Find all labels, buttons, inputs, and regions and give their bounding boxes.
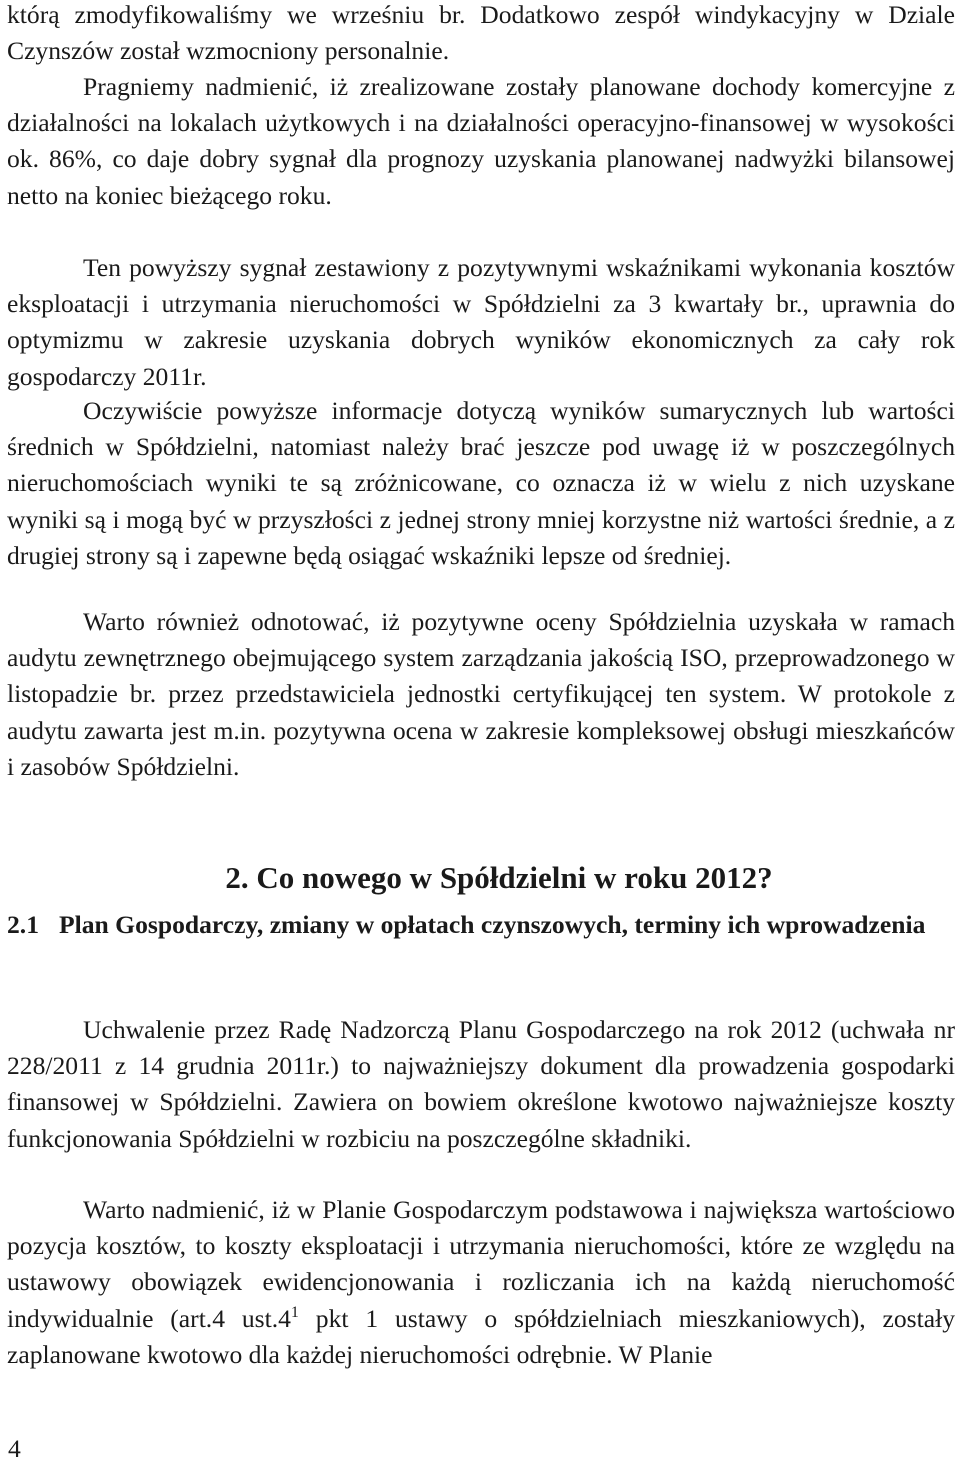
paragraph-windykacja: którą zmodyfikowaliśmy we wrześniu br. Dodatkowo zespół windykacyjny w Dziale Czynszów został wzmocniony personalnie. bbox=[7, 0, 955, 66]
subsection-number: 2.1 bbox=[7, 910, 39, 939]
subsection-heading bbox=[7, 906, 955, 944]
subsection-title: Plan Gospodarczy, zmiany w opłatach czynszowych, terminy ich wprowadzenia bbox=[59, 910, 926, 939]
paragraph-dochody-komercyjne: Pragniemy nadmienić, iż zrealizowane zostały planowane dochody komercyjne z działalności na lokalach użytkowych i na działalności operacyjno-finansowej w wysokości ok. 86%, co daje dobry sygnał dla prognozy uzyskania planowanej nadwyżki bilansowej netto na koniec bieżącego roku. bbox=[7, 72, 955, 210]
superscript-footnote-marker: 1 bbox=[290, 1303, 299, 1321]
paragraph-sygnal: Ten powyższy sygnał zestawiony z pozytywnymi wskaźnikami wykonania kosztów eksploatacji i utrzymania nieruchomości w Spółdzielni za 3 kwartały br., uprawnia do optymizmu w zakresie uzyskania dobrych wyników ekonomicznych za cały rok gospodarczy 2011r. bbox=[7, 253, 955, 391]
paragraph-audyt-iso: Warto również odnotować, iż pozytywne oceny Spółdzielnia uzyskała w ramach audytu zewnętrznego obejmującego system zarządzania jakością ISO, przeprowadzonego w listopadzie br. przez przedstawiciela jednostki certyfikującej ten system. W protokole z audytu zawarta jest m.in. pozytywna ocena w zakresie kompleksowej obsługi mieszkańców i zasobów Spółdzielni. bbox=[7, 607, 955, 781]
paragraph-warto-nadmienic-part1: Warto nadmienić, iż w Planie Gospodarczym podstawowa i największa wartościowo pozycja kosztów, to koszty eksploatacji i utrzymania nieruchomości, które ze względu na ustawowy obowiązek ewidencjonowania i rozliczania ich na każdą nieruchomość indywidualnie (art.4 ust.4 bbox=[7, 1195, 955, 1333]
section-heading: 2. Co nowego w Spółdzielni w roku 2012? bbox=[225, 860, 773, 895]
paragraph-uchwalenie: Uchwalenie przez Radę Nadzorczą Planu Gospodarczego na rok 2012 (uchwała nr 228/2011 z 14 grudnia 2011r.) to najważniejszy dokument dla prowadzenia gospodarki finansowej w Spółdzielni. Zawiera on bowiem określone kwotowo najważniejsze koszty funkcjonowania Spółdzielni w rozbiciu na poszczególne składniki. bbox=[7, 1015, 955, 1153]
paragraph-warto-nadmienic-part2: pkt 1 ustawy o spółdzielniach mieszkaniowych), zostały zaplanowane kwotowo dla każdej nieruchomości odrębnie. W Planie bbox=[7, 1303, 955, 1369]
paragraph-oczywiscie: Oczywiście powyższe informacje dotyczą wyników sumarycznych lub wartości średnich w Spółdzielni, natomiast należy brać jeszcze pod uwagę iż w poszczególnych nieruchomościach wyniki te są zróżnicowane, co oznacza iż w wielu z nich uzyskane wyniki są i mogą być w przyszłości z jednej strony mniej korzystne niż wartości średnie, a z drugiej strony są i zapewne będą osiągać wskaźniki lepsze od średniej. bbox=[7, 396, 955, 570]
page-number: 4 bbox=[8, 1434, 21, 1463]
paragraph-warto-nadmienic bbox=[7, 1192, 955, 1373]
